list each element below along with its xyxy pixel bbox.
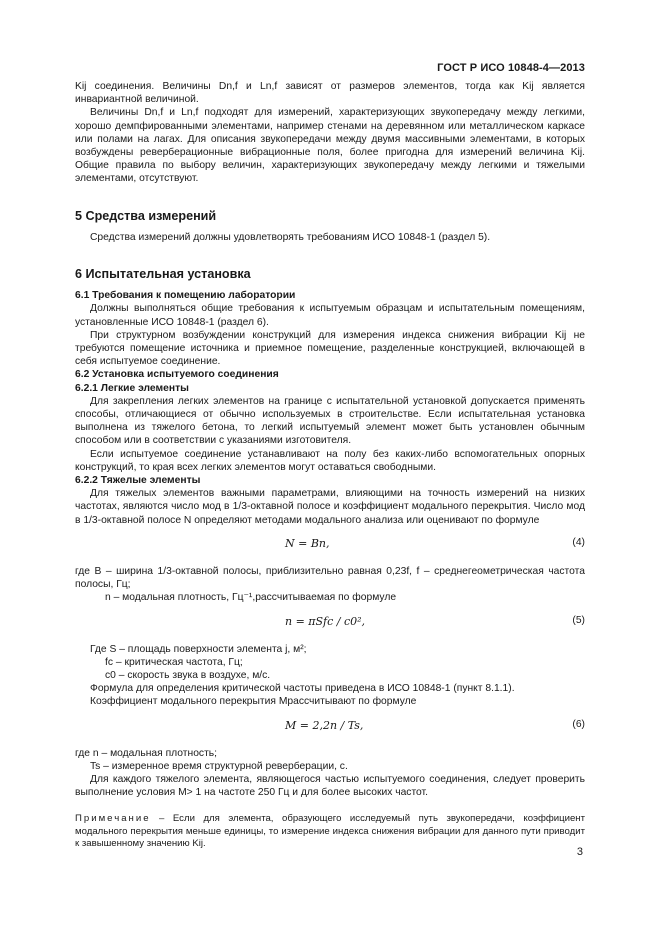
- final-paragraph: Для каждого тяжелого элемента, являющегося частью испытуемого соединения, следует проверить выполнение условия M> 1 на частоте 250 Гц и для более высоких частот.: [75, 773, 585, 799]
- note-text: – Если для элемента, образующего исследуемый путь звукопередачи, коэффициент модального перекрытия меньше единицы, то измерение индекса снижения вибрации для данного пути приводит к завышенному значению Kij.: [75, 813, 585, 850]
- formula-4: [75, 533, 585, 559]
- subsection-6-1-paragraph-2: При структурном возбуждении конструкций для измерения индекса снижения вибрации Kij не требуются помещение источника и приемное помещение, разделенные конструкцией, включающей в себя испытуемое соединение.: [75, 329, 585, 368]
- note-label: Примечание: [75, 813, 151, 825]
- intro-paragraph-1: Kij соединения. Величины Dn,f и Ln,f зависят от размеров элементов, тогда как Kij является инвариантной величиной.: [75, 81, 585, 106]
- formula-5-where-2: fc – критическая частота, Гц;: [105, 656, 243, 668]
- formula-5: [75, 611, 585, 637]
- page-number: 3: [576, 846, 583, 858]
- formula-4-where-1: где B – ширина 1/3-октавной полосы, приблизительно равная 0,23f, f – среднегеометрическая частота полосы, Гц;: [75, 565, 585, 591]
- subsection-6-1-paragraph-1: Должны выполняться общие требования к испытуемым образцам и испытательным помещениям, установленные ИСО 10848-1 (раздел 6).: [75, 303, 585, 328]
- formula-4-number: (4): [572, 536, 585, 548]
- formula-6-intro: Коэффициент модального перекрытия Mрассчитывают по формуле: [90, 696, 417, 708]
- subsection-6-1-title: 6.1 Требования к помещению лаборатории: [75, 290, 296, 302]
- intro-paragraph-2: Величины Dn,f и Ln,f подходят для измерений, характеризующих звукопередачу между легкими, хорошо демпфированными элементами, например стенами на деревянном или металлическом каркасе или полами на лагах. Для описания звукопередачи между двумя массивными элементами, в которых возбуждены реверберационные вибрационные поля, более пригодна для измерений величина Kij. Общие правила по выбору величин, характеризующих звукопередачу между легкими и тяжелыми элементами, отсутствуют.: [75, 107, 585, 185]
- note: [75, 813, 585, 851]
- formula-6: [75, 715, 585, 741]
- subsection-6-2-title: 6.2 Установка испытуемого соединения: [75, 369, 279, 381]
- formula-5-where-3: c0 – скорость звука в воздухе, м/с.: [105, 669, 271, 681]
- section-5-paragraph: Средства измерений должны удовлетворять требованиям ИСО 10848-1 (раздел 5).: [90, 231, 491, 243]
- subsection-6-2-1-title: 6.2.1 Легкие элементы: [75, 382, 189, 394]
- section-6-title: 6 Испытательная установка: [75, 267, 251, 282]
- section-5-title: 5 Средства измерений: [75, 208, 217, 223]
- formula-6-number: (6): [572, 718, 585, 730]
- formula-5-after: Формула для определения критической частоты приведена в ИСО 10848-1 (пункт 8.1.1).: [90, 683, 515, 695]
- subsection-6-2-2-title: 6.2.2 Тяжелые элементы: [75, 475, 201, 487]
- formula-5-where-1: Где S – площадь поверхности элемента j, м²;: [90, 643, 307, 655]
- formula-6-expression: M = 2,2n / Ts,: [285, 718, 364, 732]
- document-header: ГОСТ Р ИСО 10848-4—2013: [437, 62, 585, 74]
- formula-5-expression: n = πSfc / c0²,: [285, 614, 366, 628]
- formula-6-where-2: Ts – измеренное время структурной реверберации, с.: [90, 760, 348, 772]
- subsection-6-2-1-paragraph-2: Если испытуемое соединение устанавливают на полу без каких-либо вспомогательных опорных конструкций, то края всех легких элементов могут оставаться свободными.: [75, 448, 585, 473]
- formula-4-expression: N = Bn,: [285, 536, 330, 550]
- subsection-6-2-1-paragraph-1: Для закрепления легких элементов на границе с испытательной установкой допускается применять способы, отличающиеся от обычно используемых в строительстве. Если испытательная установка выполнена из тяжелого бетона, то легкий испытуемый элемент может быть установлен обычным способом или в соответствии с указаниями изготовителя.: [75, 395, 585, 447]
- formula-4-where-2: n – модальная плотность, Гц⁻¹,рассчитываемая по формуле: [105, 592, 397, 604]
- subsection-6-2-2-paragraph-1: Для тяжелых элементов важными параметрами, влияющими на точность измерений на низких частотах, являются число мод в 1/3-октавной полосе и коэффициент модального перекрытия. Число мод в 1/3-октавной полосе N определяют методами модального анализа или оценивают по формуле: [75, 488, 585, 526]
- page-content: [75, 80, 585, 851]
- formula-5-number: (5): [572, 614, 585, 626]
- formula-6-where-1: где n – модальная плотность;: [75, 747, 218, 759]
